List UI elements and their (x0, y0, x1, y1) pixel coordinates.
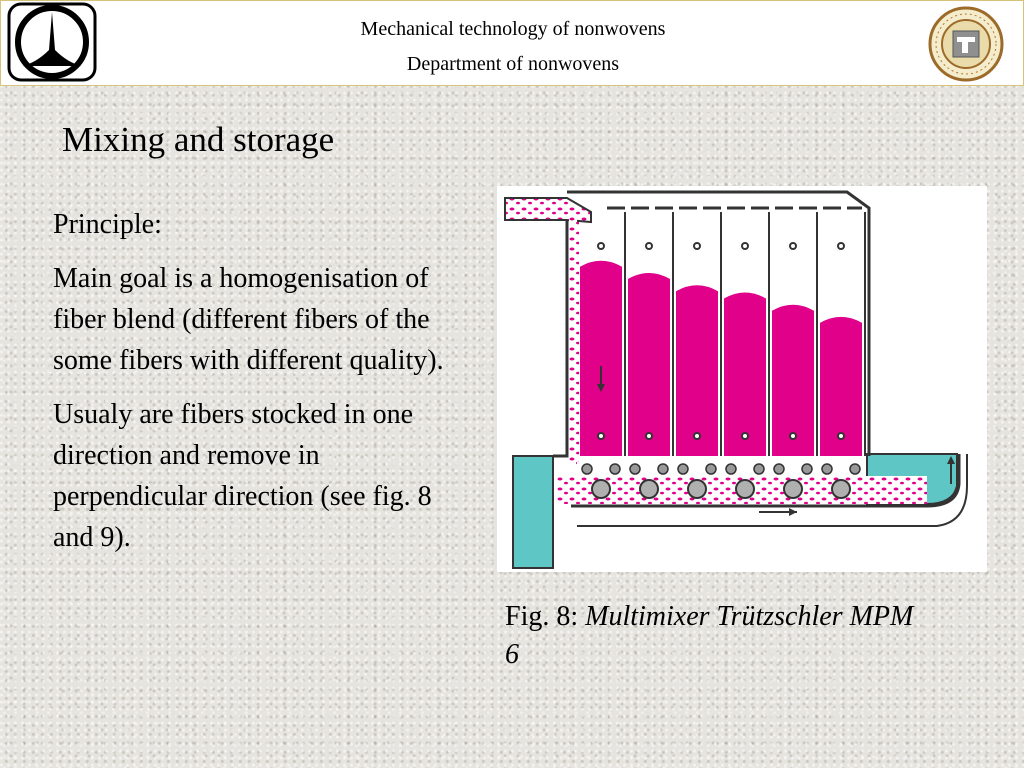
figure-caption (505, 598, 925, 674)
caption-prefix: Fig. 8: (505, 601, 586, 632)
chamber-roller-small (790, 433, 796, 439)
opening-roller (822, 464, 832, 474)
discharge-roller (592, 480, 610, 498)
opening-roller (582, 464, 592, 474)
slide-header (0, 0, 1024, 86)
chamber-roller-small (598, 243, 604, 249)
feed-pipe (505, 198, 591, 222)
chamber-roller-small (646, 243, 652, 249)
department-name: Department of nonwovens (406, 53, 620, 75)
opening-roller (658, 464, 668, 474)
opening-roller (774, 464, 784, 474)
chamber-roller-small (838, 243, 844, 249)
paragraph-goal: Main goal is a homogenisation of fiber blend (different fibers of the some fibers with different quality). (53, 263, 444, 376)
multimixer-diagram (497, 186, 987, 572)
multimixer-figure (497, 186, 987, 572)
opening-roller (754, 464, 764, 474)
chamber-roller-small (646, 433, 652, 439)
discharge-roller (832, 480, 850, 498)
chamber-fiber-fill (580, 261, 622, 456)
chamber-fiber-fill (628, 273, 670, 456)
paragraph-direction: Usualy are fibers stocked in one direction and remove in perpendicular direction (see fig. 8 and 9). (53, 399, 432, 553)
opening-roller (678, 464, 688, 474)
discharge-roller (640, 480, 658, 498)
slide-title: Mixing and storage (62, 120, 335, 159)
opening-roller (610, 464, 620, 474)
chamber-roller-small (694, 433, 700, 439)
discharge-roller (688, 480, 706, 498)
left-feed-block (513, 456, 553, 568)
course-title: Mechanical technology of nonwovens (360, 18, 666, 40)
opening-roller (726, 464, 736, 474)
principle-label: Principle: (53, 209, 162, 240)
opening-roller (706, 464, 716, 474)
chamber-roller-small (598, 433, 604, 439)
body-text (53, 204, 453, 571)
opening-roller (850, 464, 860, 474)
housing-left (553, 220, 567, 456)
chamber-roller-small (790, 243, 796, 249)
faculty-seal-icon (927, 5, 1005, 83)
chamber-fiber-fill (676, 285, 718, 456)
discharge-roller (784, 480, 802, 498)
caption-title: Multimixer Trützschler MPM 6 (505, 601, 914, 670)
chamber-roller-small (742, 433, 748, 439)
discharge-roller (736, 480, 754, 498)
chamber-fiber-fill (724, 293, 766, 456)
opening-roller (802, 464, 812, 474)
chamber-roller-small (838, 433, 844, 439)
chamber-roller-small (742, 243, 748, 249)
opening-roller (630, 464, 640, 474)
chamber-roller-small (694, 243, 700, 249)
